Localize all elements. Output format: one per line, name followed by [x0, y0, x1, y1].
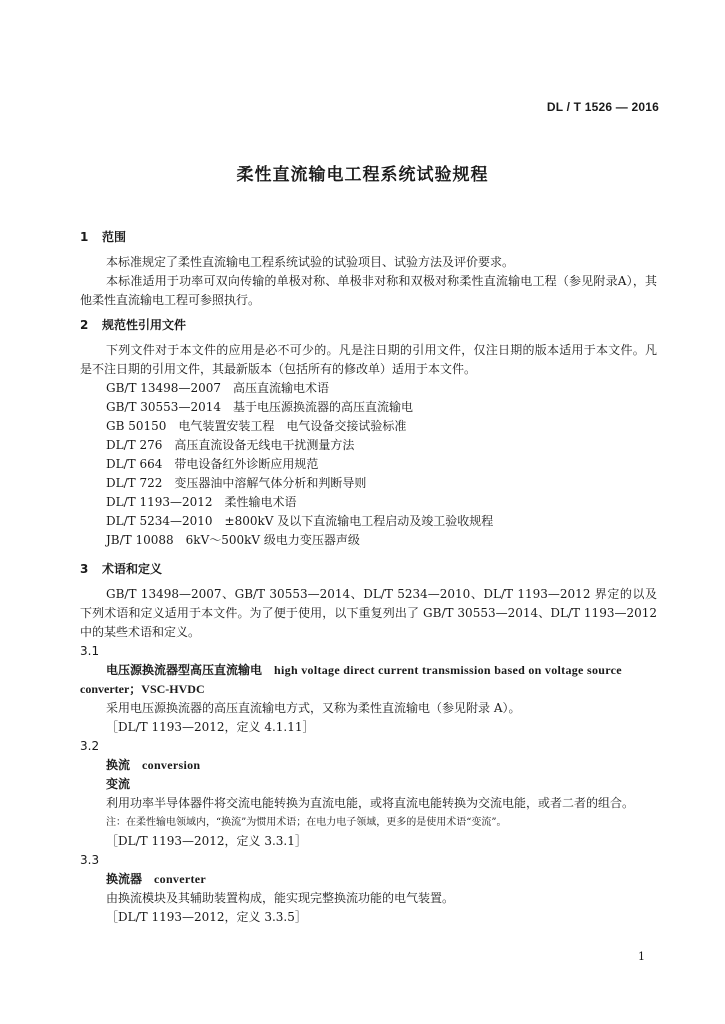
- term-definition: 利用功率半导体器件将交流电能转换为直流电能，或将直流电能转换为交流电能，或者二者的组合。: [106, 796, 635, 810]
- term-zh: 换流: [106, 758, 131, 772]
- reference-item: GB/T 30553—2014 基于电压源换流器的高压直流输电: [106, 400, 413, 414]
- term-note: 注：在柔性输电领域内，“换流”为惯用术语；在电力电子领域，更多的是使用术语“变流”。: [106, 817, 507, 828]
- standard-code: DL / T 1526 — 2016: [546, 100, 659, 114]
- reference-item: DL/T 5234—2010 ±800kV 及以下直流输电工程启动及竣工验收规程: [106, 514, 494, 528]
- term-zh: 电压源换流器型高压直流输电: [106, 663, 263, 677]
- document-title: 柔性直流输电工程系统试验规程: [236, 165, 489, 185]
- term-alt: 变流: [106, 777, 131, 791]
- term-number: 3.1: [80, 644, 100, 658]
- term-en: converter: [154, 872, 207, 886]
- term-definition: 由换流模块及其辅助装置构成，能实现完整换流功能的电气装置。: [106, 891, 455, 905]
- term-en: conversion: [142, 758, 201, 772]
- reference-item: DL/T 664 带电设备红外诊断应用规范: [106, 457, 319, 471]
- reference-item: DL/T 1193—2012 柔性输电术语: [106, 495, 297, 509]
- term-entry: [80, 756, 657, 775]
- section-heading-scope: [80, 228, 657, 247]
- term-source: ［DL/T 1193—2012，定义 4.1.11］: [106, 720, 315, 734]
- page-number: 1: [638, 950, 645, 963]
- term-number: 3.2: [80, 739, 100, 753]
- term-zh: 换流器: [106, 872, 143, 886]
- term-source: ［DL/T 1193—2012，定义 3.3.1］: [106, 834, 307, 848]
- term-source: ［DL/T 1193—2012，定义 3.3.5］: [106, 910, 307, 924]
- section-title: 规范性引用文件: [102, 318, 187, 332]
- section-number: 1: [80, 230, 89, 244]
- paragraph: 本标准规定了柔性直流输电工程系统试验的试验项目、试验方法及评价要求。: [106, 255, 515, 269]
- term-en: high voltage direct current transmission based on voltage source: [274, 663, 622, 677]
- section-heading-terms: [80, 560, 657, 579]
- section-number: 2: [80, 318, 89, 332]
- reference-item: DL/T 722 变压器油中溶解气体分析和判断导则: [106, 476, 367, 490]
- term-entry: [80, 870, 657, 889]
- term-number: 3.3: [80, 853, 100, 867]
- paragraph: 下列文件对于本文件的应用是必不可少的。凡是注日期的引用文件，仅注日期的版本适用于本文件。凡是不注日期的引用文件，其最新版本（包括所有的修改单）适用于本文件。: [80, 343, 657, 376]
- paragraph: 本标准适用于功率可双向传输的单极对称、单极非对称和双极对称柔性直流输电工程（参见附录A），其他柔性直流输电工程可参照执行。: [80, 274, 657, 307]
- reference-item: DL/T 276 高压直流设备无线电干扰测量方法: [106, 438, 355, 452]
- section-heading-normative-references: [80, 316, 657, 335]
- section-title: 范围: [102, 230, 127, 244]
- paragraph: GB/T 13498—2007、GB/T 30553—2014、DL/T 5234—2010、DL/T 1193—2012 界定的以及下列术语和定义适用于本文件。为了便于使用，以下重复列出了 GB/T 30553—2014、DL/T 1193—2012 中的某些术语和定义。: [80, 587, 657, 639]
- document-body: [80, 228, 657, 927]
- reference-item: JB/T 10088 6kV～500kV 级电力变压器声级: [106, 533, 360, 547]
- section-number: 3: [80, 562, 89, 576]
- term-entry: [80, 661, 657, 680]
- reference-item: GB/T 13498—2007 高压直流输电术语: [106, 381, 329, 395]
- term-definition: 采用电压源换流器的高压直流输电方式，又称为柔性直流输电（参见附录 A）。: [106, 701, 521, 715]
- term-en-continued: converter；VSC-HVDC: [80, 682, 205, 696]
- section-title: 术语和定义: [102, 562, 163, 576]
- reference-item: GB 50150 电气装置安装工程 电气设备交接试验标准: [106, 419, 407, 433]
